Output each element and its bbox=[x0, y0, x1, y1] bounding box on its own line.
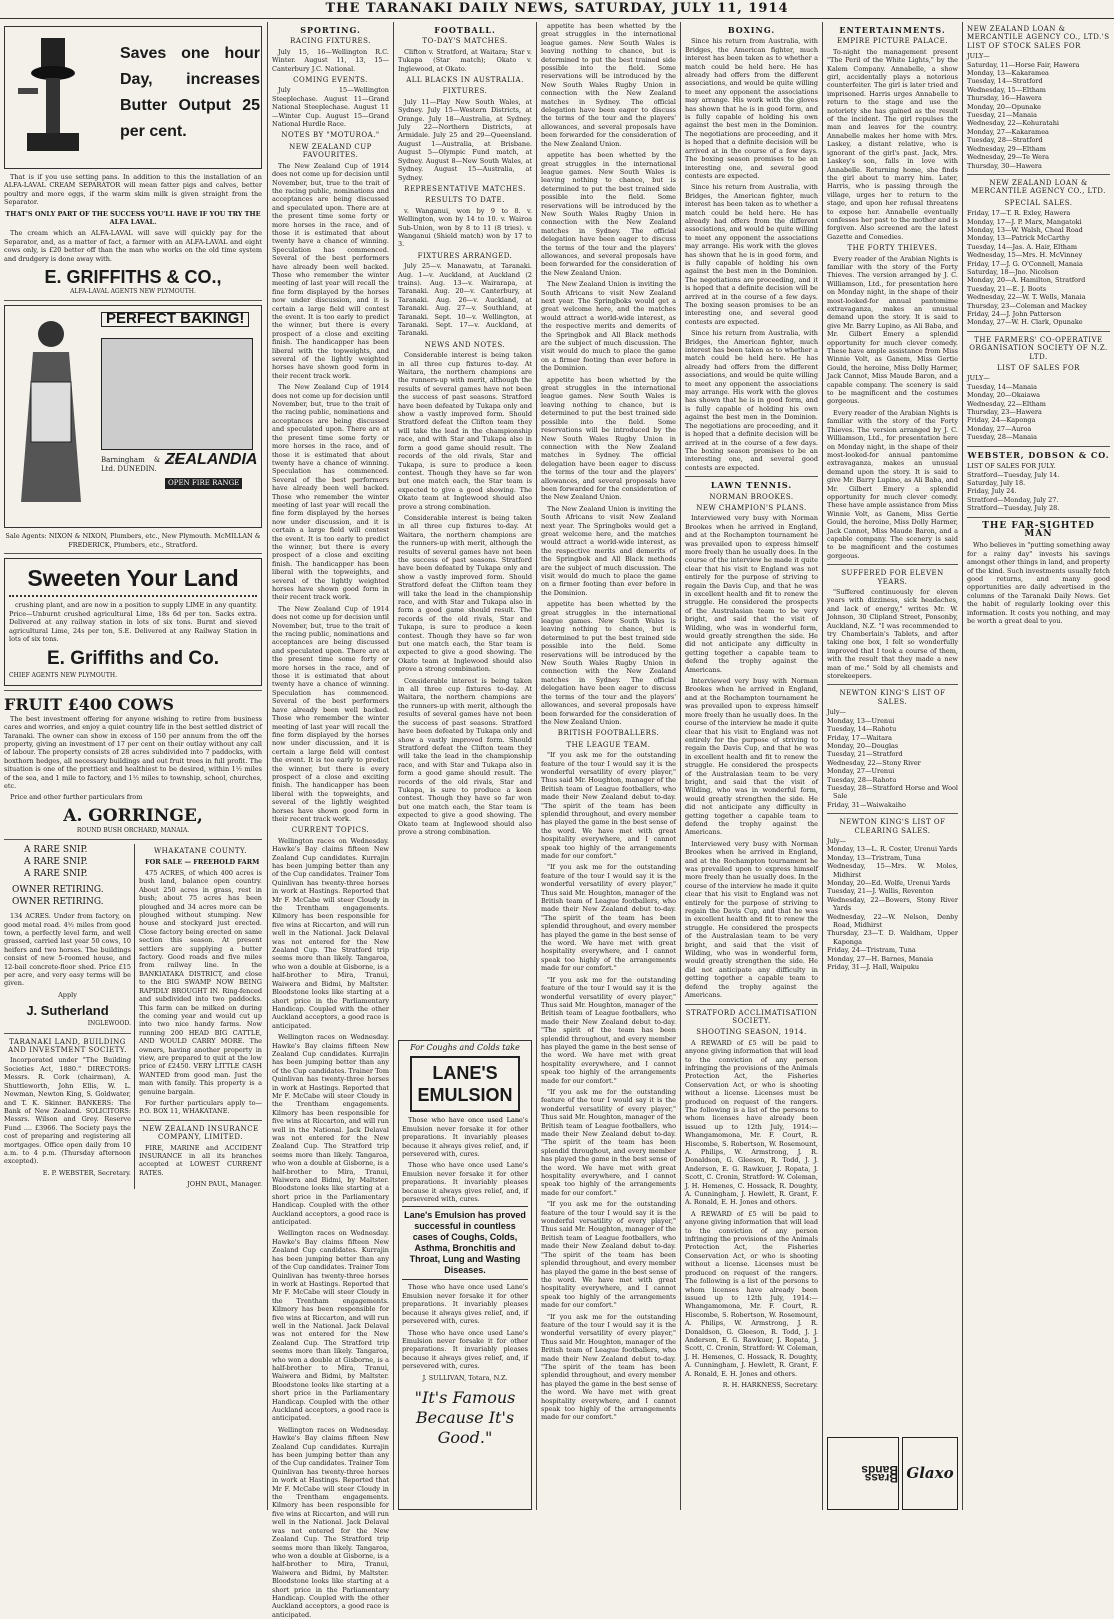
nz-insurance-sig: JOHN PAUL, Manager. bbox=[187, 1180, 262, 1189]
list-item: Friday, 31—J. Hall, Waipuku bbox=[827, 963, 920, 972]
current-body: Wellington races on Wednesday. Hawke's Bay claims fifteen New Zealand Cup candidates. Kurrajin has been jumping better than any of the Cup candidates. Trainer Tom Quinlivan has twenty-three horses in work at Hastings. Reported that Mr F. McCabe will steer Cloudy in the Trentham engagements. Kilmory has been responsible for five wins at Riccarton, and will run well in the National. Jack Delaval was not entered for the New Zealand Cup. The Stratford trip seems more than likely. Tangaroa, who won a double at Gisborne, is a half-brother to Mira, Tranui, Waiwera and Bidmi, by Maltster. Bloodstone looks like starting at a short price in the Parliamentary Handicap. Coupled with the other Auckland acceptors, a good race is anticipated. bbox=[272, 1425, 389, 1619]
inglewood: INGLEWOOD. bbox=[87, 1020, 131, 1028]
list-item: Monday, 27—Kakaramea bbox=[967, 127, 1049, 136]
column-football-continued bbox=[541, 22, 676, 1510]
league-body: "If you ask me for the outstanding feature of the tour I would say it is the wonderful versatility of every player," Thus said Mr. Houghton, manager of the British team of League footballers, who made their New Zealand debut to-day. "The spirit of the team has been splendid throughout, and every member has played the game in the best sense of the word. We have met with great hospitality everywhere, and I cannot speak too highly of the arrangements made for our comfort." bbox=[541, 1200, 676, 1310]
list-item: Thursday, 23—Hawera bbox=[967, 408, 1042, 417]
woman-illustration bbox=[11, 312, 89, 512]
list-item: Monday, 27—W. H. Clark, Opunake bbox=[967, 318, 1083, 327]
column-rule bbox=[536, 22, 537, 1510]
list-item: Friday, 17—Waitara bbox=[827, 733, 892, 742]
subheading: THE LEAGUE TEAM. bbox=[566, 740, 651, 749]
todays-body: Clifton v. Stratford, at Waitara; Star v. Tukapa (Star match); Okato v. Inglewood, at Okato. bbox=[398, 47, 532, 73]
empire-body: To-night the management present "The Peril of the White Lights," by the Kalem Company. Annabelle, a show girl, accidentally plays a notorious counterfeiter. The girl is later tried and imprisoned. Harris urges Annabelle to return to the stage and use the notoriety she has gained as the result of the incident. The girl repulses the man and leaves for the country. Annabelle makes her home with Mrs. Laskey, a distant relative, who is ignorant of the girl's past. Jack, Mrs. Laskey's son, falls in love with Annabelle. Returning home, she finds the girl about to marry him. Later, Harris, who is passing through the village, urges her to return to the stage, and upon her refusal threatens to expose her. Annabelle eventually confesses her past to the mother and is forgiven. Also screened are the latest Gazette and Comedies. bbox=[827, 47, 958, 241]
article-text: The New Zealand Union is inviting the South Africans to visit New Zealand next year. The Springboks would get a great welcome here, and the matches would attract a world-wide interest, as the respective merits and demerits of the Springbok and All Black methods are the subject of much discussion. The visit would do much to place the game on a firmer footing than ever before in the Dominion. bbox=[541, 280, 676, 373]
column-rule bbox=[962, 22, 963, 1510]
list-item: Monday, 20—Okaiawa bbox=[967, 391, 1041, 400]
tennis-body: Interviewed very busy with Norman Brookes when he arrived in England, and at the Rochampton tournament he was prevailed upon to express himself more freely than he usually does. In the course of the interview he made it quite clear that his visit to England was not entirely for the purpose of striving to regain the Davis Cup, and that he was in excellent health and fit to renew the struggle. He considered the prospects of the Australasian team to be very bright, and said that the visit of Wilding, who was in wonderful form, would greatly strengthen the side. He did not anticipate any difficulty in getting together a capable team to defend the trophy against the Americans. bbox=[685, 514, 818, 674]
article-text: appetite has been whetted by the great struggles in the international league games. New South Wales is leaving nothing to chance, but is determined to put the best trained side possible into the field. Some reservations will be introduced by the New South Wales Rugby Union in connection with the New Zealand matches in Sydney. The official delegation have been eager to discuss the terms of the tour and the players' allowances, and several proposals have been forwarded for the consideration of the New Zealand Union. bbox=[541, 375, 676, 502]
current-body: Wellington races on Wednesday. Hawke's Bay claims fifteen New Zealand Cup candidates. Kurrajin has been jumping better than any of the Cup candidates. Trainer Tom Quinlivan has twenty-three horses in work at Hastings. Reported that Mr F. McCabe will steer Cloudy in the Trentham engagements. Kilmory has been responsible for five wins at Riccarton, and will run well in the National. Jack Delaval was not entered for the New Zealand Cup. The Stratford trip seems more than likely. Tangaroa, who won a double at Gisborne, is a half-brother to Mira, Tranui, Waiwera and Bidmi, by Maltster. Bloodstone looks like starting at a short price in the Parliamentary Handicap. Coupled with the other Auckland acceptors, a good race is anticipated. bbox=[272, 1229, 389, 1423]
list-item: Saturday, 18—Jno. Nicolson bbox=[967, 267, 1059, 276]
subheading: NEW ZEALAND LOAN & MERCANTILE AGENCY CO., LTD.'S LIST OF STOCK SALES FOR bbox=[967, 25, 1110, 50]
rare-snip: A RARE SNIP. bbox=[24, 869, 88, 880]
list-item: Tuesday, 28—Rahotu bbox=[827, 775, 897, 784]
column-football bbox=[398, 22, 532, 1510]
lanes-claim: Lane's Emulsion has proved successful in countless cases of Coughs, Colds, Asthma, Bronchitis and Throat, Lung and Wasting Diseases. bbox=[402, 1206, 528, 1280]
list-item: Saturday, July 18. bbox=[967, 478, 1026, 487]
zealandia-logo: ZEALANDIA bbox=[165, 451, 258, 469]
fruit-heading: FRUIT £400 COWS bbox=[4, 694, 174, 714]
list-item: Friday, 24—J. John Patterson bbox=[967, 310, 1062, 318]
results-body: v. Wanganui, won by 9 to 8. v. Wellington, won by 14 to 10. v. Wairoa Sub-Union, won by 8 to 11 (8 tries). v. Wanganui (Shield match) won by 17 to 3. bbox=[398, 206, 532, 249]
subheading: ALL BLACKS IN AUSTRALIA. bbox=[406, 76, 524, 85]
column-rule bbox=[393, 22, 394, 1510]
article-text: appetite has been whetted by the great struggles in the international league games. New South Wales is leaving nothing to chance, but is determined to put the best trained side possible into the field. Some reservations will be introduced by the New South Wales Rugby Union in connection with the New Zealand matches in Sydney. The official delegation have been eager to discuss the terms of the tour and the players' allowances, and several proposals have been forwarded for the consideration of the New Zealand Union. bbox=[541, 22, 676, 148]
lanes-emulsion-ad bbox=[398, 1040, 532, 1510]
subheading: NEWTON KING'S LIST OF CLEARING SALES. bbox=[839, 818, 946, 835]
column-boxing-tennis bbox=[685, 22, 818, 1510]
list-item: LIST OF SALES FOR JULY. bbox=[967, 462, 1056, 471]
list-item: Wednesday, 15—Mrs. H. McVinney bbox=[967, 251, 1083, 260]
list-item: Wednesday, 15—Eltham bbox=[967, 85, 1046, 94]
list-item: Thursday, 23—T. D. Waldham, Upper Kaponga bbox=[827, 929, 958, 946]
glaxo-logo: Glaxo bbox=[906, 1464, 954, 1483]
shooting-body: A REWARD of £5 will be paid to anyone giving information that will lead to the conviction of any person infringing the provisions of the Animals Protection Act, the Fisheries Conservation Act, or who is shooting without a license. Licenses must be produced on request of the rangers. The following is a list of the persons to whom licenses have already been issued up to 12th July, 1914:—Whangamomona, Mr. F. Court, R. Hiscombe, S. Robertson, W. Rosemount, A. Philips, W. Armstrong, J. R. Donaldson, G. Gleeson, R. Todd, J. J. Anderson, E. G. Rawkuer, J. Ropata, J. Scott, C. Cronin, Stratford: W. Coleman, J. H. Hemenes, C. Hossack, R. Doughty, A. Cunningham, J. Hewlett, R. Grant, F. A. Ronald, E. H. Jones and others. bbox=[685, 1038, 818, 1207]
list-item: Monday, 27—Auroa bbox=[967, 424, 1032, 433]
subheading: STRATFORD ACCLIMATISATION SOCIETY. bbox=[685, 1008, 818, 1025]
boxing-body: Since his return from Australia, with Bridges, the American fighter, much interest has been taken as to whether a match could be held here. He has already had offers from the different associations, and would be quite willing to meet any opponent the associations may arrange. His work with the gloves has shown that he is in good form, and is fully capable of holding his own against the best men in the Dominion. The negotiations are proceeding, and it is hoped that a definite decision will be arrived at in the course of a few days. The boxing season promises to be an interesting one, and several good contests are expected. bbox=[685, 37, 818, 180]
news-body: Considerable interest is being taken in all three cup fixtures to-day. At Waitara, the northern champions are the runners-up with merit, although the results of several games have not been the success of past seasons. Stratford have been defeated by Tukapa only and show a vastly improved form. Should Stratford defeat the Clifton team they will take the lead in the championship race, and with Star and Tukapa also in form a good game should result. The records of the old rivals, Star and Tukapa, is sure to produce a keen contest. Though they have so far won but one match each, the Star team is expected to give a good showing. The Okato team at Inglewood should also prove a strong combination. bbox=[398, 676, 532, 836]
lanes-title: For Coughs and Colds take bbox=[410, 1043, 520, 1052]
list-item: Wednesday, 15—Mrs. W. Moles, Midhirst bbox=[827, 862, 958, 879]
list-item: Friday, 17—J. G. O'Connell, Manaia bbox=[967, 259, 1083, 268]
list-item: Monday, 13—L. R. Coster, Urenui Yards bbox=[827, 845, 958, 854]
rare-snip: A RARE SNIP. bbox=[24, 857, 88, 868]
subheading: BRITISH FOOTBALLERS. bbox=[557, 729, 660, 738]
list-item: Stratford—Monday, July 27. bbox=[967, 495, 1059, 504]
current-body: Wellington races on Wednesday. Hawke's Bay claims fifteen New Zealand Cup candidates. Kurrajin has been jumping better than any of the Cup candidates. Trainer Tom Quinlivan has twenty-three horses in work at Hastings. Reported that Mr F. McCabe will steer Cloudy in the Trentham engagements. Kilmory has been responsible for five wins at Riccarton, and will run well in the National. Jack Delaval was not entered for the New Zealand Cup. The Stratford trip seems more than likely. Tangaroa, who won a double at Gisborne, is a half-brother to Mira, Tranui, Waiwera and Bidmi, by Maltster. Bloodstone looks like starting at a short price in the Parliamentary Handicap. Coupled with the other Auckland acceptors, a good race is anticipated. bbox=[272, 836, 389, 1030]
list-item: Friday, 31—Waiwakaiho bbox=[827, 800, 906, 809]
nz-insurance-body: FIRE, MARINE and ACCIDENT INSURANCE in all its branches accepted at LOWEST CURRENT RATES. bbox=[138, 1143, 262, 1177]
glaxo-ad bbox=[902, 1437, 958, 1510]
list-item: July— bbox=[827, 836, 847, 845]
list-item: Tuesday, 28—Stratford bbox=[967, 136, 1043, 145]
column-stock-sales bbox=[967, 22, 1110, 1510]
list-item: Wednesday, 22—Eltham bbox=[967, 399, 1046, 408]
forty-body: Every reader of the Arabian Nights is familiar with the story of the Forty Thieves. The version arranged by J. C. Williamson, Ltd., for presentation here on Monday night, in the shape of their most-looked-for annual pantomime extravaganza, makes an unusual demand upon the story. It is said to give Mr. Barry Lupino, as Ali Baba, and Mr. Gilbert Emery a splendid opportunity for much clever comedy. These have ample assistance from Miss Winnie Volt, as Ganem, Miss Gertie Gould, the heroine, Miss Dolly Harmer, Jack Cannot, Miss Maude Baron, and a capable company. The scenery is said to be magnificent and the costumes gorgeous. bbox=[827, 254, 958, 406]
list-item: Friday, 24—Tristram, Tuna bbox=[827, 946, 916, 955]
secretary: E. P. WEBSTER, Secretary. bbox=[42, 1168, 131, 1177]
list-item: Monday, 27—Urenui bbox=[827, 767, 895, 776]
fruit-body: The best investment offering for anyone wishing to retire from business cares and worries, and enjoy a quiet country life in the best settled district of Taranaki. The owner can show in excess of 150 per annum from the off the property, giving an investment of 17 per cent on their outlay without any call of labour. The property consists of 28 acres subdivided into 7 paddocks, with boxthorn hedges, all necessary buildings and out fruit trees in full profit. The situation is one of the prettiest and healthiest to be desired, within 1½ miles of the sea, and 1 mile to factory, and 1½ miles to township, school, churches, etc. bbox=[4, 714, 262, 790]
subheading: SPECIAL SALES. bbox=[1004, 198, 1073, 207]
subheading: RESULTS TO DATE. bbox=[425, 196, 505, 205]
news-body: Considerable interest is being taken in all three cup fixtures to-day. At Waitara, the northern champions are the runners-up with merit, although the results of several games have not been the success of past seasons. Stratford have been defeated by Tukapa only and show a vastly improved form. Should Stratford defeat the Clifton team they will take the lead in the championship race, and with Star and Tukapa also in form a good game should result. The records of the old rivals, Star and Tukapa, is sure to produce a keen contest. Though they have so far won but one match each, the Star team is expected to give a good showing. The Okato team at Inglewood should also prove a strong combination. bbox=[398, 513, 532, 674]
subheading: REPRESENTATIVE MATCHES. bbox=[404, 184, 526, 193]
subheading: TO-DAY'S MATCHES. bbox=[422, 37, 508, 46]
griffiths-sub-2: CHIEF AGENTS NEW PLYMOUTH. bbox=[9, 672, 117, 680]
list-item: Wednesday, 22—W. T. Wells, Manaia bbox=[967, 293, 1086, 302]
lanes-body: Those who have once used Lane's Emulsion never forsake it for other preparations. It invariably pleases because it always gives relief, and, if persevered with, cures. bbox=[402, 1161, 528, 1204]
subheading: NOTES BY "MOTUROA." bbox=[281, 131, 380, 140]
shooting-body: A REWARD of £5 will be paid to anyone giving information that will lead to the conviction of any person infringing the provisions of the Animals Protection Act, the Fisheries Conservation Act, or who is shooting without a license. Licenses must be produced on request of the rangers. The following is a list of the persons to whom licenses have already been issued up to 12th July, 1914:—Whangamomona, Mr. F. Court, R. Hiscombe, S. Robertson, W. Rosemount, A. Philips, W. Armstrong, J. R. Donaldson, G. Gleeson, R. Todd, J. J. Anderson, E. G. Rawkuer, J. Ropata, J. Scott, C. Cronin, Stratford: W. Coleman, J. H. Hemenes, C. Hossack, R. Doughty, A. Cunningham, J. Hewlett, R. Grant, F. A. Ronald, E. H. Jones and others. bbox=[685, 1209, 818, 1378]
subheading: NEWS AND NOTES. bbox=[424, 340, 506, 349]
subheading: NEWTON KING'S LIST OF SALES. bbox=[839, 689, 946, 706]
list-item: Monday, 13—Kakaramea bbox=[967, 69, 1049, 78]
list-item: Friday, 17—T. R. Exley, Hawera bbox=[967, 209, 1071, 218]
list-item: JULY— bbox=[967, 374, 990, 383]
column-rule bbox=[680, 22, 681, 1510]
subheading: NEW ZEALAND CUP FAVOURITES. bbox=[289, 142, 372, 160]
freehold-heading: FOR SALE — FREEHOLD FARM bbox=[144, 857, 260, 866]
forty-body: Every reader of the Arabian Nights is familiar with the story of the Forty Thieves. The version arranged by J. C. Williamson, Ltd., for presentation here on Monday night, in the shape of their most-looked-for annual pantomime extravaganza, makes an unusual demand upon the story. It is said to give Mr. Barry Lupino, as Ali Baba, and Mr. Gilbert Emery a splendid opportunity for much clever comedy. These have ample assistance from Miss Winnie Volt, as Ganem, Miss Gertie Gould, the heroine, Miss Dolly Harmer, Jack Cannot, Miss Maude Baron, and a capable company. The scenery is said to be magnificent and the costumes gorgeous. bbox=[827, 408, 958, 560]
list-item: Friday, July 24. bbox=[967, 487, 1017, 496]
section-heading: FOOTBALL. bbox=[434, 25, 496, 35]
far-sighted-heading: THE FAR-SIGHTED MAN bbox=[982, 520, 1095, 539]
column-rule bbox=[822, 22, 823, 1510]
subheading: EMPIRE PICTURE PALACE. bbox=[837, 37, 948, 46]
league-body: "If you ask me for the outstanding feature of the tour I would say it is the wonderful versatility of every player," Thus said Mr. Houghton, manager of the British team of League footballers, who made their New Zealand debut to-day. "The spirit of the team has been splendid throughout, and every member has played the game in the best sense of the word. We have met with great hospitality everywhere, and I cannot speak too highly of the arrangements made for our comfort." bbox=[541, 863, 676, 973]
ad-headline: Saves one hour Day, increases Butter Output 25 per cent. bbox=[120, 45, 260, 140]
suffered-body: "Suffered continuously for eleven years with dizziness, sick headaches, and lack of energy," writes Mr. W. Johnson, 30 Clipland Street, Ponsonby, Auckland, N.Z. "I was recommended to try Chamberlain's Tablets, and after taking one box, I felt so wonderfully improved that I took a course of them, with the result that they made a new man of me." Sold by all chemists and storekeepers. bbox=[827, 588, 958, 681]
bottom-ads bbox=[827, 1437, 958, 1510]
list-item: Thursday, 23—Coleman and Mackey bbox=[967, 301, 1087, 310]
racing-body: July 15, 16—Wellington R.C. Winter. August 11, 13, 15—Canterbury J.C. National. bbox=[272, 47, 389, 73]
ad-caps: THAT'S ONLY PART OF THE SUCCESS YOU'LL HAVE IF YOU TRY THE ALFA LAVAL. bbox=[5, 209, 261, 227]
far-sighted-body: Who believes in "putting something away for a rainy day" invests his savings amongst other things in land, and property of the kind. Such investments usually fetch good returns, and many good opportunities are daily advertised in the columns of the Taranaki Daily News. Get the habit of regularly looking over this information. It costs you nothing, and may be worth a great deal to you. bbox=[967, 541, 1110, 625]
freehold-body: 475 ACRES, of which 400 acres is bush land, balance open country. About 250 acres in grass, rest in bush; about 75 acres has been ploughed and 34 acres more can be ploughed without stumping. New house and stockyard just erected. Close factory being erected on same section this season. At present settlers are supplying a butter factory. Good roads and five miles from railway line. In the BANKIATAKA DISTRICT, and close to the BIG SWAMP NOW BEING RAPIDLY BROUGHT IN. Ring-fenced and subdivided into two paddocks. This farm can be milked on during the coming year and would cut up into two nice handy farms. Now running 200 HEAD BIG CATTLE, AND WOULD CARRY MORE. The owners, having another property in view, are prepared to quit at the low price of £2450. VERY LITTLE CASH WANTED from good man. Just the man with family. This property is a genuine bargain. bbox=[138, 869, 262, 1096]
separator-illustration bbox=[13, 33, 93, 158]
lanes-logo: LANE'S EMULSION bbox=[410, 1056, 520, 1112]
list-item: Wednesday, 29—Eltham bbox=[967, 144, 1046, 153]
subheading: COMING EVENTS. bbox=[293, 76, 368, 85]
subheading: SHOOTING SEASON, 1914. bbox=[696, 1028, 807, 1037]
section-heading: ENTERTAINMENTS. bbox=[839, 25, 946, 35]
list-item: JULY— bbox=[967, 52, 990, 61]
subheading: NEW CHAMPION'S PLANS. bbox=[696, 503, 807, 512]
nz-insurance-heading: NEW ZEALAND INSURANCE COMPANY, LIMITED. bbox=[142, 1124, 259, 1142]
subheading: FIXTURES. bbox=[442, 87, 488, 96]
farmers-sales-list bbox=[967, 374, 1110, 441]
column-advertisements bbox=[4, 22, 262, 1510]
special-sales-list bbox=[967, 209, 1110, 327]
tennis-body: Interviewed very busy with Norman Brookes when he arrived in England, and at the Rochampton tournament he was prevailed upon to express himself more freely than he usually does. In the course of the interview he made it quite clear that his visit to England was not entirely for the purpose of striving to regain the Davis Cup, and that he was in excellent health and fit to renew the struggle. He considered the prospects of the Australasian team to be very bright, and said that the visit of Wilding, who was in wonderful form, would greatly strengthen the side. He did not anticipate any difficulty in getting together a capable team to defend the trophy against the Americans. bbox=[685, 839, 818, 1000]
subheading: CURRENT TOPICS. bbox=[291, 826, 370, 835]
list-item: Tuesday, 21—Manaia bbox=[967, 111, 1037, 120]
list-item: Monday, 20—A. Hamilton, Stratford bbox=[967, 276, 1086, 285]
owner-retiring: OWNER RETIRING. bbox=[12, 885, 104, 896]
list-item: Wednesday, 22—Stony River bbox=[827, 758, 921, 767]
nzloan-sales-list bbox=[967, 52, 1110, 170]
list-item: Monday, 20—Douglas bbox=[827, 741, 899, 750]
list-item: Monday, 13—Patrick McCarthy bbox=[967, 234, 1070, 243]
list-item: Tuesday, 21—E. J. Boots bbox=[967, 284, 1047, 293]
list-item: Tuesday, 14—Jas. A. Hair, Eltham bbox=[967, 242, 1078, 251]
list-item: Monday, 20—Opunake bbox=[967, 102, 1042, 111]
list-item: Thursday, 16—Hawera bbox=[967, 94, 1042, 103]
list-item: Monday, 13—Urenui bbox=[827, 716, 895, 725]
apply: Apply bbox=[58, 990, 77, 999]
list-item: Monday, 17—J. P. Marx, Mangatoki bbox=[967, 217, 1082, 226]
freehold-tail: For further particulars apply to— P.O. BOX 11, WHAKATANE. bbox=[138, 1098, 262, 1116]
list-item: Wednesday, 22—Bowers, Stony River Yards bbox=[827, 895, 958, 913]
famous-slogan: "It's Famous Because It's Good." bbox=[414, 1387, 516, 1447]
list-item: Tuesday, 14—Rahotu bbox=[827, 725, 897, 734]
list-item: Wednesday, 29—Te Wera bbox=[967, 153, 1049, 162]
league-body: "If you ask me for the outstanding feature of the tour I would say it is the wonderful versatility of every player," Thus said Mr. Houghton, manager of the British team of League footballers, who made their New Zealand debut to-day. "The spirit of the team has been splendid throughout, and every member has played the game in the best sense of the word. We have met with great hospitality everywhere, and I cannot speak too highly of the arrangements made for our comfort." bbox=[541, 1087, 676, 1197]
rare-snip: A RARE SNIP. bbox=[24, 845, 88, 856]
league-body: "If you ask me for the outstanding feature of the tour I would say it is the wonderful versatility of every player," Thus said Mr. Houghton, manager of the British team of League footballers, who made their New Zealand debut to-day. "The spirit of the team has been splendid throughout, and every member has played the game in the best sense of the word. We have met with great hospitality everywhere, and I cannot speak too highly of the arrangements made for our comfort." bbox=[541, 1312, 676, 1422]
webster-sales-list bbox=[967, 462, 1110, 512]
nzcup-body: The New Zealand Cup of 1914 does not come up for decision until November, but, true to the trait of the racing public, nominations and acceptances are being discussed and speculated upon. There are at the present time some forty or more horses in the race, and of those it is estimated that about twenty have a chance of winning. Speculation has commenced. Several of the best performers have already been well backed. Those who remember the winter meeting of last year will recall the fine form displayed by the horses now under discussion, and it is certain a large field will contest the event. It is too early to predict the winner, but there is every prospect of a close and exciting finish. The handicapper has been liberal with the topweights, and several of the lightly weighted horses have shown good form in their recent track work. bbox=[272, 383, 389, 602]
sutherland: J. Sutherland bbox=[26, 1003, 109, 1019]
list-item: Thursday, 30—Hawera bbox=[967, 161, 1042, 170]
gorringe-sub: ROUND BUSH ORCHARD, MANAIA. bbox=[76, 826, 190, 834]
subheading: THE FARMERS' CO-OPERATIVE ORGANISATION SOCIETY OF N.Z. LTD. bbox=[969, 335, 1108, 361]
brass-bands-text: Brass Bands bbox=[861, 1462, 898, 1485]
range-illustration bbox=[101, 338, 253, 450]
griffiths-subtitle: ALFA-LAVAL AGENTS NEW PLYMOUTH. bbox=[70, 288, 196, 296]
zealandia-sub: OPEN FIRE RANGE bbox=[165, 478, 242, 488]
subheading: FIXTURES ARRANGED. bbox=[417, 251, 513, 260]
subheading: LIST OF SALES FOR bbox=[997, 364, 1080, 373]
nzcup-body: The New Zealand Cup of 1914 does not come up for decision until November, but, true to the trait of the racing public, nominations and acceptances are being discussed and speculated upon. There are at the present time some forty or more horses in the race, and of those it is estimated that about twenty have a chance of winning. Speculation has commenced. Several of the best performers have already been well backed. Those who remember the winter meeting of last year will recall the fine form displayed by the horses now under discussion, and it is certain a large field will contest the event. It is too early to predict the winner, but there is every prospect of a close and exciting finish. The handicapper has been liberal with the topweights, and several of the lightly weighted horses have shown good form in their recent track work. bbox=[272, 161, 389, 380]
alfa-laval-ad bbox=[4, 26, 262, 169]
article-text: The New Zealand Union is inviting the South Africans to visit New Zealand next year. The Springboks would get a great welcome here, and the matches would attract a world-wide interest, as the respective merits and demerits of the Springbok and All Black methods are the subject of much discussion. The visit would do much to place the game on a firmer footing than ever before in the Dominion. bbox=[541, 504, 676, 597]
list-item: Stratford—Tuesday, July 28. bbox=[967, 504, 1060, 513]
column-entertainments bbox=[827, 22, 958, 1510]
article-text: appetite has been whetted by the great struggles in the international league games. New South Wales is leaving nothing to chance, but is determined to put the best trained side possible into the field. Some reservations will be introduced by the New South Wales Rugby Union in connection with the New Zealand matches in Sydney. The official delegation have been eager to discuss the terms of the tour and the players' allowances, and several proposals have been forwarded for the consideration of the New Zealand Union. bbox=[541, 600, 676, 726]
zealandia-ad bbox=[4, 305, 262, 528]
list-item: Monday, 27—H. Barnes, Manaia bbox=[827, 954, 934, 963]
masthead: THE TARANAKI DAILY NEWS, SATURDAY, JULY 11, 1914 bbox=[0, 0, 1114, 19]
column-sporting bbox=[272, 22, 389, 1619]
list-item: Tuesday, 21—Stratford bbox=[827, 750, 903, 759]
list-item: Wednesday, 22—Kohuratahi bbox=[967, 119, 1059, 128]
subheading: SUFFERED FOR ELEVEN YEARS. bbox=[841, 569, 944, 586]
subheading: RACING FIXTURES. bbox=[290, 37, 371, 46]
list-item: Tuesday, 14—Manaia bbox=[967, 382, 1037, 391]
newton-sales-list bbox=[827, 708, 958, 809]
gorringe: A. GORRINGE, bbox=[63, 805, 203, 826]
subheading: NORMAN BROOKES. bbox=[709, 492, 794, 501]
boxing-body: Since his return from Australia, with Bridges, the American fighter, much interest has been taken as to whether a match could be held here. He has already had offers from the different associations, and would be quite willing to meet any opponent the associations may arrange. His work with the gloves has shown that he is in good form, and is fully capable of holding his own against the best men in the Dominion. The negotiations are proceeding, and it is hoped that a definite decision will be arrived at in the course of a few days. The boxing season promises to be an interesting one, and several good contests are expected. bbox=[685, 329, 818, 472]
lanes-body: Those who have once used Lane's Emulsion never forsake it for other preparations. It invariably pleases because it always gives relief, and, if persevered with, cures. bbox=[402, 1328, 528, 1371]
list-item: Wednesday, 22—W. Nelson, Denby Road, Midhirst bbox=[827, 912, 958, 930]
list-item: Tuesday, 28—Stratford Horse and Wool Sale bbox=[827, 783, 958, 801]
league-body: "If you ask me for the outstanding feature of the tour I would say it is the wonderful versatility of every player," Thus said Mr. Houghton, manager of the British team of League footballers, who made their New Zealand debut to-day. "The spirit of the team has been splendid throughout, and every member has played the game in the best sense of the word. We have met with great hospitality everywhere, and I cannot speak too highly of the arrangements made for our comfort." bbox=[541, 751, 676, 860]
fruit-tail: Price and other further particulars from bbox=[10, 793, 143, 802]
list-item: Tuesday, 28—Manaia bbox=[967, 433, 1037, 442]
list-item: Monday, 13—W. Walsh, Cheal Road bbox=[967, 225, 1083, 234]
league-body: "If you ask me for the outstanding feature of the tour I would say it is the wonderful versatility of every player," Thus said Mr. Houghton, manager of the British team of League footballers, who made their New Zealand debut to-day. "The spirit of the team has been splendid throughout, and every member has played the game in the best sense of the word. We have met with great hospitality everywhere, and I cannot speak too highly of the arrangements made for our comfort." bbox=[541, 975, 676, 1085]
whakatane-heading: WHAKATANE COUNTY. bbox=[153, 847, 247, 856]
list-item: Monday, 20—Ed. Wolfe, Urenui Yards bbox=[827, 879, 951, 887]
section-heading: WEBSTER, DOBSON & CO. bbox=[967, 449, 1110, 460]
building-body: Incorporated under "The Building Societies Act, 1880." DIRECTORS: Messrs. R. Cork (chairman), A. Shuttleworth, John Ellis, W. L. Newman, Newton King, S. Goldwater, and T. K. Skinner. BANKERS: The Bank of New Zealand. SOLICITORS: Messrs. Wilson and Grey. Reserve Fund .... £3966. The Society pays the cost of preparing and registering all mortgages. Office open daily from 10 a.m. to 4 p.m. (Thursday afternoon excepted). bbox=[4, 1056, 131, 1166]
perfect-baking: PERFECT BAKING! bbox=[101, 312, 249, 326]
clearing-sales-list bbox=[827, 837, 958, 972]
subheading: NEW ZEALAND LOAN & MERCANTILE AGENCY CO., LTD. bbox=[971, 178, 1106, 196]
sale-agents: Sale Agents: NIXON & NIXON, Plumbers, etc., New Plymouth. McMILLAN & FREDERICK, Plumbers, etc., Stratford. bbox=[5, 532, 261, 549]
subheading: THE FORTY THIEVES. bbox=[847, 244, 938, 253]
manufacturer: Barningham & Co. Ltd. DUNEDIN. bbox=[101, 456, 181, 473]
list-item: Stratford—Tuesday, July 14. bbox=[967, 470, 1060, 479]
list-item: July— bbox=[827, 708, 847, 717]
lanes-body: Those who have once used Lane's Emulsion never forsake it for other preparations. It invariably pleases because it always gives relief, and, if persevered with, cures. bbox=[402, 1116, 528, 1159]
lanes-body: Those who have once used Lane's Emulsion never forsake it for other preparations. It invariably pleases because it always gives relief, and, if persevered with, cures. bbox=[402, 1283, 528, 1326]
griffiths-heading: E. GRIFFITHS & CO., bbox=[44, 267, 222, 288]
nzcup-body: The New Zealand Cup of 1914 does not come up for decision until November, but, true to the trait of the racing public, nominations and acceptances are being discussed and speculated upon. There are at the present time some forty or more horses in the race, and of those it is estimated that about twenty have a chance of winning. Speculation has commenced. Several of the best performers have already been well backed. Those who remember the winter meeting of last year will recall the fine form displayed by the horses now under discussion, and it is certain a large field will contest the event. It is too early to predict the winner, but there is every prospect of a close and exciting finish. The handicapper has been liberal with the topweights, and several of the lightly weighted horses have shown good form in their recent track work. bbox=[272, 604, 389, 823]
news-body: Considerable interest is being taken in all three cup fixtures to-day. At Waitara, the northern champions are the runners-up with merit, although the results of several games have not been the success of past seasons. Stratford have been defeated by Tukapa only and show a vastly improved form. Should Stratford defeat the Clifton team they will take the lead in the championship race, and with Star and Tukapa also in form a good game should result. The records of the old rivals, Star and Tukapa, is sure to produce a keen contest. Though they have so far won but one match each, the Star team is expected to give a good showing. The Okato team at Inglewood should also prove a strong combination. bbox=[398, 351, 532, 511]
lanes-signature: J. SULLIVAN, Totara, N.Z. bbox=[422, 1373, 508, 1382]
ad-body: That is if you use setting pans. In addition to this the installation of an ALFA-LAVAL CREAM SEPARATOR will mean fatter pigs and calves, better poultry and more eggs, if the warm skim milk is given straight from the Separator. bbox=[4, 173, 262, 207]
arranged-body: July 25—v. Manawatu, at Taranaki. Aug. 1—v. Auckland, at Auckland (2 trains). Aug. 13—v. Wairarapa, at Taranaki. Aug. 20—v. Canterbury, at Taranaki. Aug. 26—v. Auckland, at Taranaki. Aug. 27—v. Southland, at Taranaki. Sept. 10—v. Wellington, at Taranaki. Sept. 17—v. Auckland, at Taranaki. bbox=[398, 262, 532, 338]
list-item: Tuesday, 14—Stratford bbox=[967, 77, 1043, 86]
tennis-body: Interviewed very busy with Norman Brookes when he arrived in England, and at the Rochampton tournament he was prevailed upon to express himself more freely than he usually does. In the course of the interview he made it quite clear that his visit to England was not entirely for the purpose of striving to regain the Davis Cup, and that he was in excellent health and fit to renew the struggle. He considered the prospects of the Australasian team to be very bright, and said that the visit of Wilding, who was in wonderful form, would greatly strengthen the side. He did not anticipate any difficulty in getting together a capable team to defend the trophy against the Americans. bbox=[685, 677, 818, 837]
sweeten-heading: Sweeten Your Land bbox=[27, 565, 239, 592]
building-society-heading: TARANAKI LAND, BUILDING AND INVESTMENT SOCIETY. bbox=[8, 1037, 127, 1055]
column-rule bbox=[267, 22, 268, 1510]
section-heading: SPORTING. bbox=[300, 25, 361, 35]
list-item: Monday, 13—Tristram, Tuna bbox=[827, 853, 921, 862]
boxing-body: Since his return from Australia, with Bridges, the American fighter, much interest has been taken as to whether a match could be held here. He has already had offers from the different associations, and would be quite willing to meet any opponent the associations may arrange. His work with the gloves has shown that he is in good form, and is fully capable of holding his own against the best men in the Dominion. The negotiations are proceeding, and it is hoped that a definite decision will be arrived at in the course of a few days. The boxing season promises to be an interesting one, and several good contests are expected. bbox=[685, 183, 818, 326]
owner-retiring: OWNER RETIRING. bbox=[12, 897, 104, 908]
list-item: Tuesday, 21—J. Wallis, Reventon bbox=[827, 887, 934, 896]
current-body: Wellington races on Wednesday. Hawke's Bay claims fifteen New Zealand Cup candidates. Kurrajin has been jumping better than any of the Cup candidates. Trainer Tom Quinlivan has twenty-three horses in work at Hastings. Reported that Mr F. McCabe will steer Cloudy in the Trentham engagements. Kilmory has been responsible for five wins at Riccarton, and will run well in the National. Jack Delaval was not entered for the New Zealand Cup. The Stratford trip seems more than likely. Tangaroa, who won a double at Gisborne, is a half-brother to Mira, Tranui, Waiwera and Bidmi, by Maltster. Bloodstone looks like starting at a short price in the Parliamentary Handicap. Coupled with the other Auckland acceptors, a good race is anticipated. bbox=[272, 1033, 389, 1227]
section-heading: BOXING. bbox=[727, 25, 776, 35]
fixtures-body: July 11—Play New South Wales, at Sydney. July 15—Western Districts, at Orange. July 18—Australia, at Sydney. July 22—Northern Districts, at Armidale. July 25 and 29—Queensland. August 1—Australia, at Brisbane. August 5—Olympic Fund match, at Sydney. August 8—New South Wales, at Sydney. August 15—Australia, at Sydney. bbox=[398, 97, 532, 182]
acres-body: 134 ACRES. Under from factory, on good metal road. 4½ miles from good town, a perfectly level farm, and well grassed, carried last year 50 cows, 10 heifers and two horses. The buildings consist of new 5-roomed house, and 12-bail concrete-floor shed. Price £15 per acre, and very easy terms will be given. bbox=[4, 912, 131, 988]
list-item: Friday, 24—Kaponga bbox=[967, 416, 1036, 425]
coming-body: July 15—Wellington Steeplechase. August 11—Grand National Steeplechase. August 11—Winter Cup. August 15—Grand National Hurdle Race. bbox=[272, 86, 389, 129]
section-heading: LAWN TENNIS. bbox=[710, 480, 793, 491]
sweeten-body: crushing plant, and are now in a position to supply LIME in any quantity. Price—Unburnt crushed agricultural Lime, 18s 6d per ton. Sacks extra. Delivered at any railway station in lots of six tons. Burnt and sieved agricultural Lime, 24s per ton, S.E. Delivered at any Railway Station in lots of six tons. bbox=[9, 601, 257, 643]
griffiths-heading-2: E. Griffiths and Co. bbox=[46, 648, 220, 670]
brass-bands-ad bbox=[827, 1437, 899, 1510]
list-item: Saturday, 11—Horse Fair, Hawera bbox=[967, 60, 1080, 69]
ad-body: The cream which an ALFA-LAVAL will save will quickly pay for the Separator, and, as a matter of fact, a farmer with an ALFA-LAVAL and eight cows only, is £20 better off than the man who works on the old time system and drudgery is done away with. bbox=[4, 229, 262, 263]
article-text: appetite has been whetted by the great struggles in the international league games. New South Wales is leaving nothing to chance, but is determined to put the best trained side possible into the field. Some reservations will be introduced by the New South Wales Rugby Union in connection with the New Zealand matches in Sydney. The official delegation have been eager to discuss the terms of the tour and the players' allowances, and several proposals have been forwarded for the consideration of the New Zealand Union. bbox=[541, 151, 676, 277]
acclim-signature: R. H. HARKNESS, Secretary. bbox=[722, 1380, 818, 1389]
